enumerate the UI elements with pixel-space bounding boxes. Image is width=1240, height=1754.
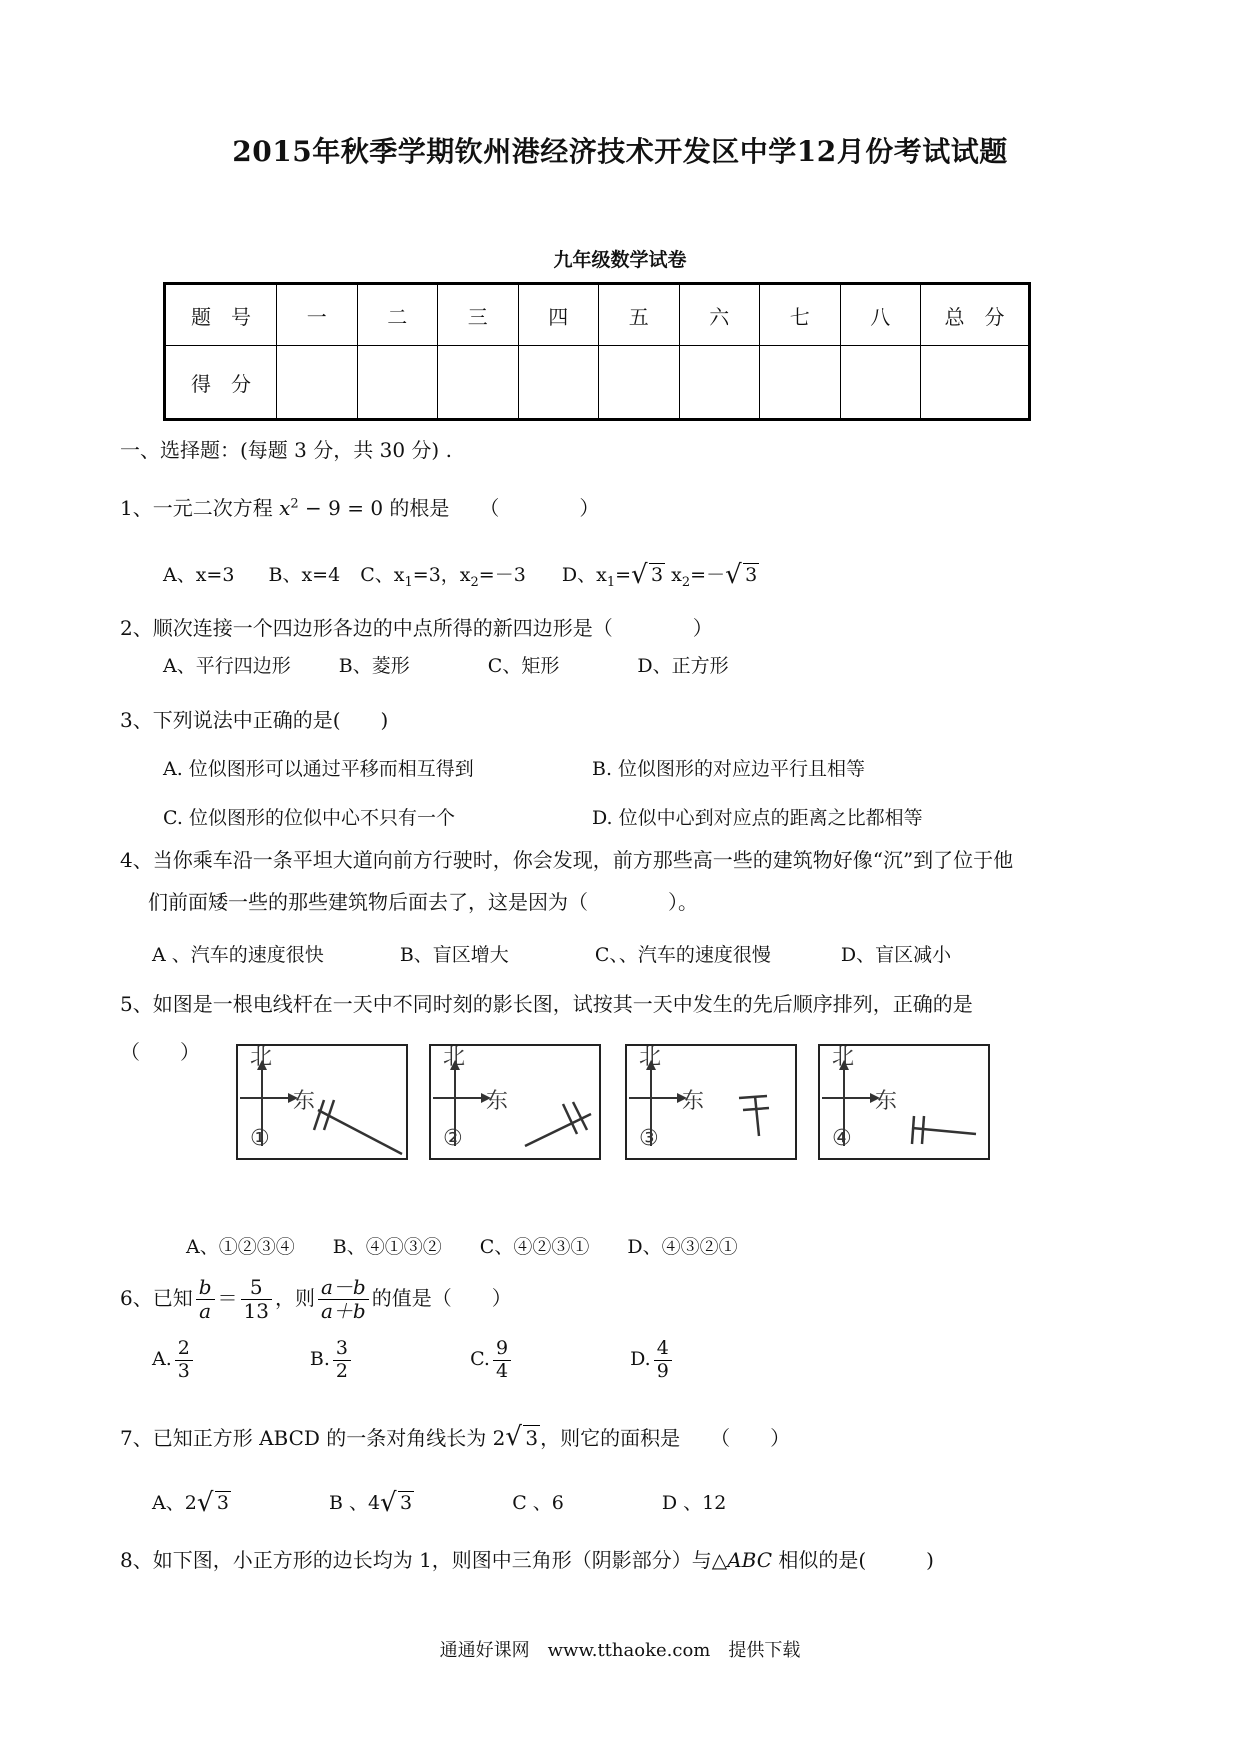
sqrt-symbol: √ 3 — [197, 1492, 231, 1514]
q4-option-d: D、盲区减小 — [840, 944, 952, 966]
page-footer: 通通好课网 www.tthaoke.com 提供下载 — [439, 1640, 801, 1661]
score-header-cell: 三 — [438, 284, 519, 346]
question-5-line-2: （ ） — [120, 1040, 200, 1064]
question-2: 2、顺次连接一个四边形各边的中点所得的新四边形是（ ） — [120, 616, 713, 640]
figure-number: ① — [250, 1126, 270, 1151]
shadow-diagram-4 — [818, 1044, 990, 1160]
q2-option-a: A、平行四边形 — [163, 655, 291, 677]
q5-option-c: C、④②③① — [479, 1236, 590, 1258]
north-label: 北 — [639, 1045, 662, 1070]
question-4-line-1: 4、当你乘车沿一条平坦大道向前方行驶时，你会发现，前方那些高一些的建筑物好像“沉”到了位于他 — [120, 848, 1014, 872]
q8-tail: 相似的是( ) — [772, 1548, 934, 1572]
q5-option-d: D、④③②① — [627, 1236, 738, 1258]
score-table — [163, 282, 1031, 421]
q7-option-c: C 、6 — [512, 1492, 564, 1514]
q6-fraction-expression: $\frac{a-b}{a+b}$ — [318, 1276, 369, 1323]
q7-options — [152, 1488, 726, 1515]
q5-option-a: A、①②③④ — [186, 1236, 295, 1258]
q5-option-b: B、④①③② — [332, 1236, 442, 1258]
sqrt-symbol: √ 3 — [631, 564, 665, 586]
q6-tail: 的值是（ ） — [371, 1286, 512, 1310]
paper-subtitle: 九年级数学试卷 — [553, 249, 687, 271]
question-8 — [120, 1544, 934, 1573]
score-blank-cell — [921, 346, 1030, 420]
q7-answer-blank: （ ） — [710, 1426, 791, 1450]
question-6 — [120, 1276, 512, 1323]
q7-tail: ，则它的面积是 — [540, 1426, 681, 1450]
q6-option-c: C. $\frac{9}{4}$ — [470, 1348, 514, 1370]
q1-option-a: A、x=3 — [163, 564, 235, 586]
score-row-label: 得 分 — [165, 346, 277, 420]
score-blank-cell — [599, 346, 680, 420]
q1-rest: − 9 = 0 的根是 — [298, 496, 450, 520]
east-label: 东 — [486, 1089, 509, 1114]
q1-exponent: 2 — [290, 496, 299, 512]
q4-option-c: C、、汽车的速度很慢 — [594, 944, 771, 966]
q7-option-b: B 、4√ 3 — [329, 1492, 414, 1514]
q3-option-c: C. 位似图形的位似中心不只有一个 — [163, 807, 455, 829]
q6-fraction-b-over-a: $\frac{b}{a}$ — [196, 1276, 215, 1323]
east-label: 东 — [682, 1089, 705, 1114]
score-header-cell: 七 — [760, 284, 841, 346]
score-header-cell: 八 — [840, 284, 921, 346]
q4-options — [152, 940, 951, 967]
q7-lead: 7、已知正方形 ABCD 的一条对角线长为 2 — [120, 1426, 506, 1450]
q2-option-d: D、正方形 — [637, 655, 729, 677]
q6-fraction-5-over-13: $\frac{5}{13}$ — [241, 1276, 272, 1323]
question-3: 3、下列说法中正确的是( ) — [120, 708, 389, 732]
question-7 — [120, 1422, 790, 1451]
score-header-cell: 五 — [599, 284, 680, 346]
north-label: 北 — [832, 1045, 855, 1070]
q1-var: x — [279, 496, 291, 520]
score-blank-cell — [277, 346, 358, 420]
q1-options — [163, 560, 759, 590]
q1-option-d: D、$x_1=√$ 3 $x_2=-√$ 3 — [562, 564, 759, 586]
q8-triangle-abc: ABC — [727, 1548, 773, 1572]
q8-lead: 8、如下图，小正方形的边长均为 1，则图中三角形（阴影部分）与△ — [120, 1548, 728, 1572]
q4-option-a: A 、汽车的速度很快 — [152, 944, 324, 966]
figure-number: ③ — [639, 1126, 659, 1151]
q5-options — [186, 1232, 738, 1259]
north-label: 北 — [250, 1045, 273, 1070]
q4-option-b: B、盲区增大 — [399, 944, 509, 966]
q3-option-b: B. 位似图形的对应边平行且相等 — [592, 758, 866, 780]
q6-mid: ，则 — [275, 1286, 315, 1310]
score-table-score-row — [165, 346, 1030, 420]
score-blank-cell — [518, 346, 599, 420]
figure-number: ② — [443, 1126, 463, 1151]
section-heading: 一、选择题：(每题 3 分，共 30 分) . — [120, 438, 452, 462]
shadow-diagram-3 — [625, 1044, 797, 1160]
score-header-total: 总 分 — [921, 284, 1030, 346]
score-table-header-row — [165, 284, 1030, 346]
q6-equals: ＝ — [217, 1286, 238, 1310]
figure-number: ④ — [832, 1126, 852, 1151]
score-blank-cell — [840, 346, 921, 420]
q1-answer-blank: （ ） — [479, 496, 600, 520]
q1-option-b: B、x=4 — [268, 564, 341, 586]
score-blank-cell — [679, 346, 760, 420]
sqrt-symbol: √ 3 — [380, 1492, 414, 1514]
q6-option-a: A. $\frac{2}{3}$ — [152, 1348, 196, 1370]
shadow-diagram-1 — [236, 1044, 408, 1160]
q7-option-d: D 、12 — [661, 1492, 727, 1514]
q2-option-c: C、矩形 — [487, 655, 560, 677]
score-header-cell: 二 — [357, 284, 438, 346]
score-header-cell: 四 — [518, 284, 599, 346]
score-header-cell: 一 — [277, 284, 358, 346]
q6-option-d: D. $\frac{4}{9}$ — [630, 1348, 675, 1370]
score-blank-cell — [760, 346, 841, 420]
q6-lead: 6、已知 — [120, 1286, 193, 1310]
q2-options — [163, 651, 729, 678]
q6-options — [152, 1338, 675, 1383]
sqrt-symbol: √ 3 — [505, 1426, 540, 1450]
q7-option-a: A、2√ 3 — [152, 1492, 231, 1514]
score-blank-cell — [438, 346, 519, 420]
q1-option-c: C、$x_1=3$，$x_2=-3$ — [360, 564, 526, 590]
score-header-cell: 六 — [679, 284, 760, 346]
question-5-line-1: 5、如图是一根电线杆在一天中不同时刻的影长图，试按其一天中发生的先后顺序排列，正确的是 — [120, 992, 973, 1016]
shadow-diagram-2 — [429, 1044, 601, 1160]
q6-option-b: B. $\frac{3}{2}$ — [310, 1348, 354, 1370]
question-4-line-2: 们前面矮一些的那些建筑物后面去了，这是因为（ ）。 — [148, 890, 698, 914]
sqrt-symbol: √ 3 — [725, 564, 759, 586]
east-label: 东 — [293, 1089, 316, 1114]
page-title: 2015年秋季学期钦州港经济技术开发区中学12月份考试试题 — [232, 135, 1008, 168]
question-1 — [120, 492, 599, 521]
score-blank-cell — [357, 346, 438, 420]
q3-option-d: D. 位似中心到对应点的距离之比都相等 — [592, 807, 923, 829]
east-label: 东 — [875, 1089, 898, 1114]
q2-option-b: B、菱形 — [338, 655, 410, 677]
q3-option-a: A. 位似图形可以通过平移而相互得到 — [163, 758, 474, 780]
north-label: 北 — [443, 1045, 466, 1070]
q1-lead: 1、一元二次方程 — [120, 496, 280, 520]
score-header-label: 题 号 — [165, 284, 277, 346]
